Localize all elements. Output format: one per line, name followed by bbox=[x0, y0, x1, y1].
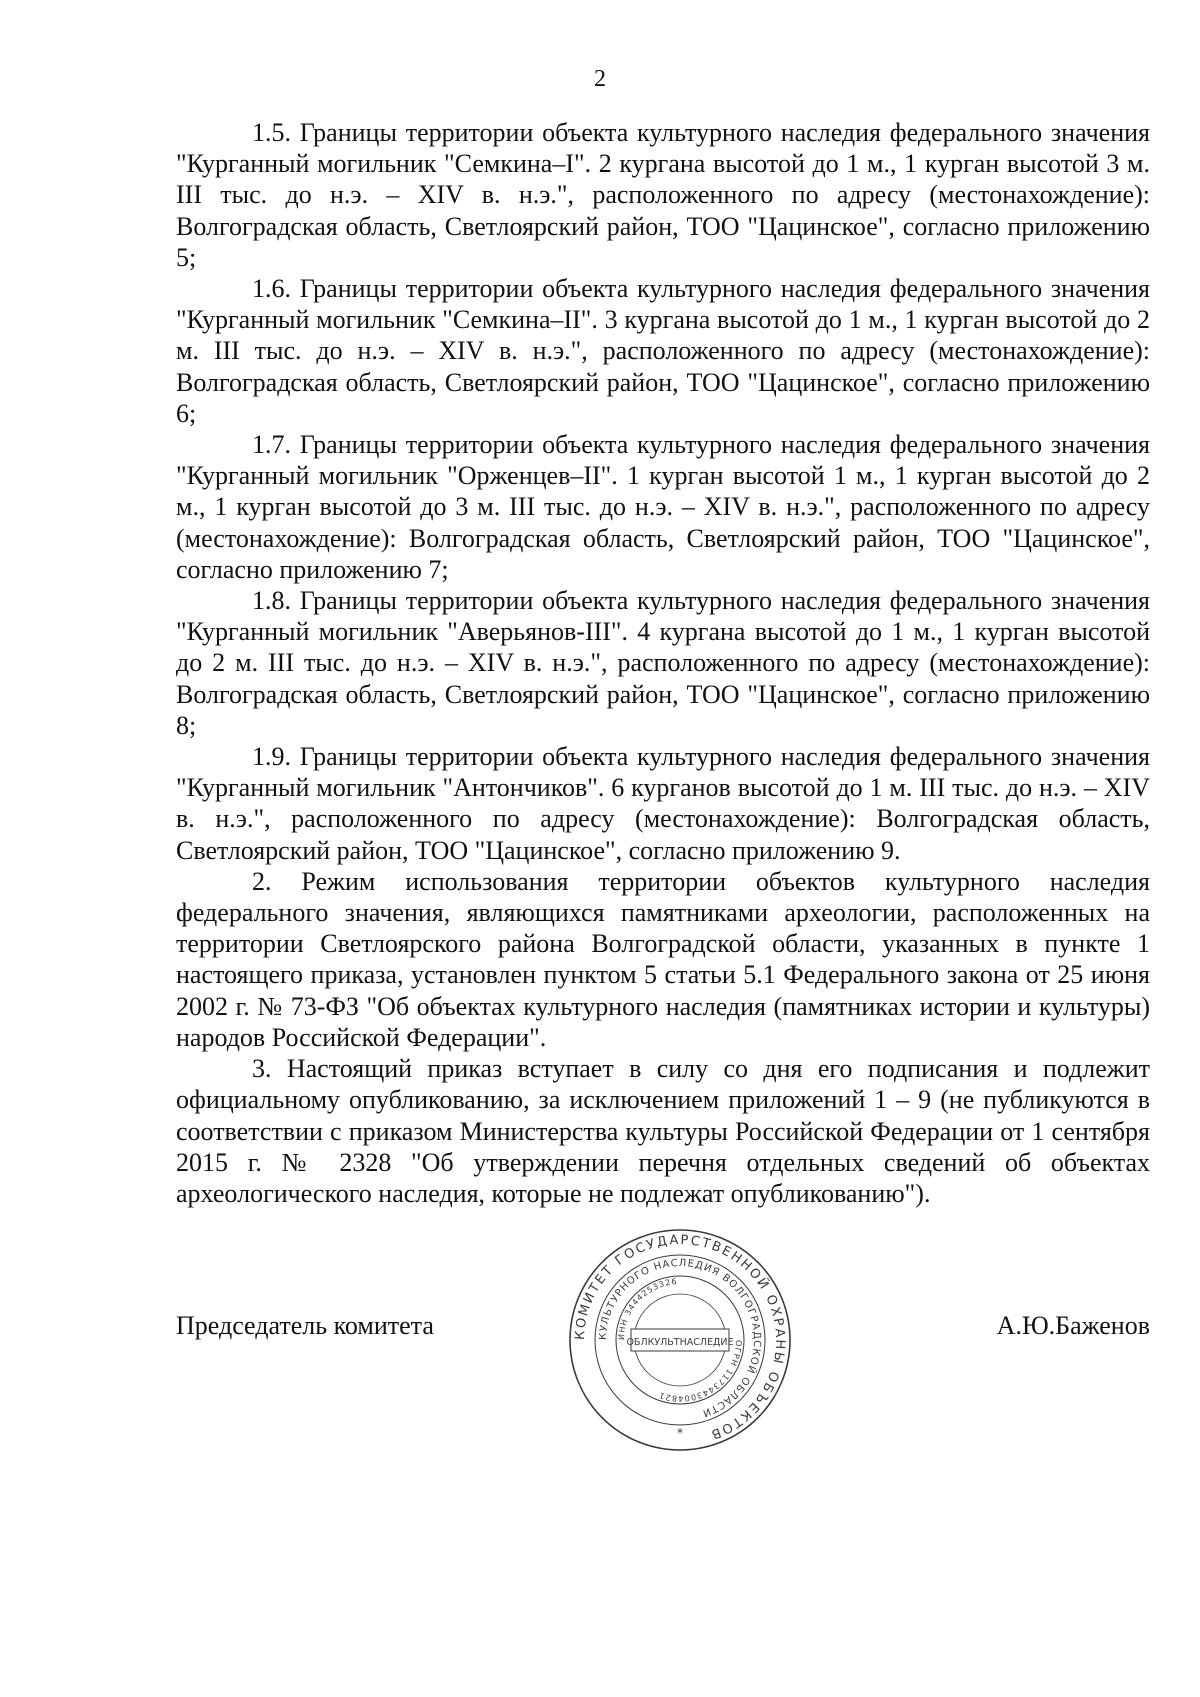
page-number: 2 bbox=[594, 66, 606, 92]
paragraph-1-7: 1.7. Границы территории объекта культурного наследия федерального значения "Курганный могильник "Орженцев–II". 1 курган высотой 1 м., 1 курган высотой до 2 м., 1 курган высотой до 3 м. III тыс. до н.э. – XIV в. н.э.", расположенного по адресу (местонахождение): Волгоградская область, Светлоярский район, ТОО "Цацинское", согласно приложению 7; bbox=[176, 430, 1150, 584]
seal-outer-text: КОМИТЕТ ГОСУДАРСТВЕННОЙ ОХРАНЫ ОБЪЕКТОВ bbox=[572, 1232, 788, 1443]
seal-center-text: ОБЛКУЛЬТНАСЛЕДИЕ bbox=[626, 1337, 734, 1348]
signer-title: Председатель комитета bbox=[176, 1311, 434, 1340]
paragraph-1-5: 1.5. Границы территории объекта культурного наследия федерального значения "Курганный могильник "Семкина–I". 2 кургана высотой до 1 м., 1 курган высотой 3 м. III тыс. до н.э. – XIV в. н.э.", расположенного по адресу (местонахождение): Волгоградская область, Светлоярский район, ТОО "Цацинское", согласно приложению 5; bbox=[176, 118, 1150, 272]
official-seal-stamp bbox=[565, 1225, 795, 1455]
paragraph-1-6: 1.6. Границы территории объекта культурного наследия федерального значения "Курганный могильник "Семкина–II". 3 кургана высотой до 1 м., 1 курган высотой до 2 м. III тыс. до н.э. – XIV в. н.э.", расположенного по адресу (местонахождение): Волгоградская область, Светлоярский район, ТОО "Цацинское", согласно приложению 6; bbox=[176, 274, 1150, 428]
paragraph-2: 2. Режим использования территории объектов культурного наследия федерального значения, являющихся памятниками археологии, расположенных на территории Светлоярского района Волгоградской области, указанных в пункте 1 настоящего приказа, установлен пунктом 5 статьи 5.1 Федерального закона от 25 июня 2002 г. № 73-ФЗ "Об объектах культурного наследия (памятниках истории и культуры) народов Российской Федерации". bbox=[176, 866, 1150, 1052]
signer-name: А.Ю.Баженов bbox=[996, 1311, 1150, 1340]
seal-inner-text: КУЛЬТУРНОГО НАСЛЕДИЯ ВОЛГОГРАДСКОЙ ОБЛАСТИ bbox=[597, 1257, 763, 1419]
document-body bbox=[176, 117, 1150, 1209]
paragraph-1-9: 1.9. Границы территории объекта культурного наследия федерального значения "Курганный могильник "Антончиков". 6 курганов высотой до 1 м. III тыс. до н.э. – XIV в. н.э.", расположенного по адресу (местонахождение): Волгоградская область, Светлоярский район, ТОО "Цацинское", согласно приложению 9. bbox=[176, 742, 1150, 865]
paragraph-1-8: 1.8. Границы территории объекта культурного наследия федерального значения "Курганный могильник "Аверьянов-III". 4 кургана высотой до 1 м., 1 курган высотой до 2 м. III тыс. до н.э. – XIV в. н.э.", расположенного по адресу (местонахождение): Волгоградская область, Светлоярский район, ТОО "Цацинское", согласно приложению 8; bbox=[176, 586, 1150, 740]
seal-star-icon: * bbox=[677, 1426, 683, 1440]
seal-inn-text: ИНН 3444253326 bbox=[616, 1276, 678, 1341]
paragraph-3: 3. Настоящий приказ вступает в силу со дня его подписания и подлежит официальному опубликованию, за исключением приложений 1 – 9 (не публикуются в соответствии с приказом Министерства культуры Российской Федерации от 1 сентября 2015 г. № 2328 "Об утверждении перечня отдельных сведений об объектах археологического наследия, которые не подлежат опубликованию"). bbox=[176, 1054, 1150, 1208]
seal-ogrn-text: ОГРН 1173443004821 bbox=[657, 1339, 744, 1404]
